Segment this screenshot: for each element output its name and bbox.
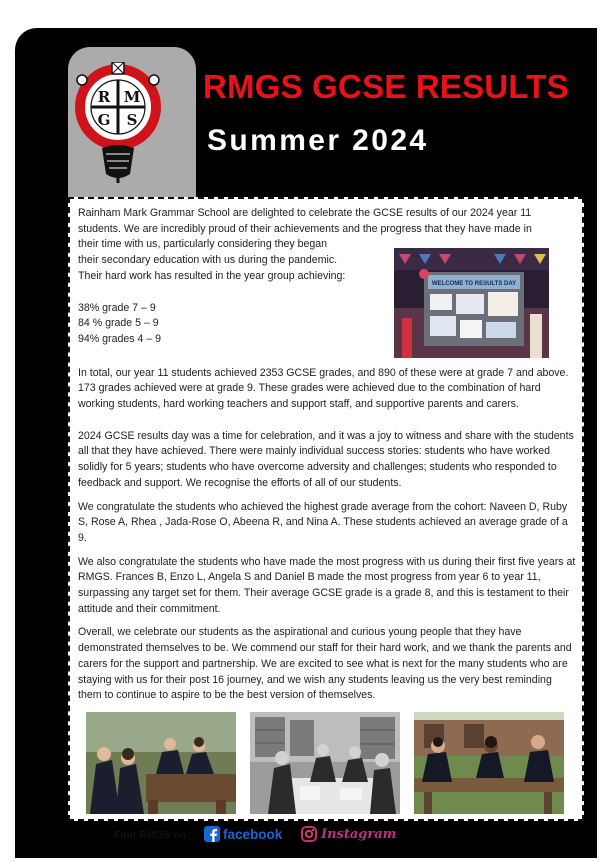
results-display-photo: [394, 248, 549, 358]
facebook-icon: [204, 826, 220, 842]
paragraph-progress: We also congratulate the students who have made the most progress with us during their first five years at RMGS. Frances B, Enzo L, Angela S and Daniel B made the most progress from year 6 to year 11, surpassing any target set for them. Their average GCSE grade is a grade 8, and this is testament to their attitude and their commitment.: [78, 555, 576, 615]
stat-line: 94% grades 4 – 9: [78, 332, 162, 345]
intro-line: Rainham Mark Grammar School are delighted to celebrate the GCSE results of our 2024 year 11: [78, 207, 532, 219]
paragraph-grades: In total, our year 11 students achieved 2353 GCSE grades, and 890 of these were at grade 7 and above. 173 grades achieved were at grade 9. These grades were achieved due to the combination of hard working students, hard working teachers and support staff, and supportive parents and carers.: [78, 366, 569, 411]
stat-line: 38% grade 7 – 9: [78, 301, 156, 314]
intro-line: Their hard work has resulted in the year group achieving:: [78, 269, 346, 282]
intro-line: students. We are incredibly proud of their achievements and the progress that they have made in: [78, 222, 532, 235]
spacer: [78, 413, 576, 429]
instagram-icon: [301, 826, 317, 842]
page-title: RMGS GCSE RESULTS: [203, 68, 569, 105]
banner-text: WELCOME TO RESULTS DAY: [431, 281, 517, 287]
intro-line: their time with us, particularly considering they began: [78, 238, 328, 251]
spacer: [78, 492, 576, 500]
intro-line: their secondary education with us during the pandemic.: [78, 254, 338, 267]
logo-letter-s: S: [126, 111, 138, 129]
school-logo: [72, 62, 170, 184]
facebook-label: facebook: [223, 826, 283, 842]
paragraph-overall: Overall, we celebrate our students as the aspirational and curious young people that they have demonstrated themselves to be. We commend our staff for their hard work, and we thank the parents and carers for the support and partnership. We are excited to see what is next for the many students who are staying with us for their post 16 journey, and we wish any students leaving us the very best reminding them to continue to aspire to be the best version of themselves.: [78, 626, 572, 702]
page-subtitle: Summer 2024: [207, 124, 429, 157]
spacer: [78, 617, 576, 625]
logo-letter-m: M: [123, 88, 141, 106]
instagram-label: Instagram: [321, 826, 397, 842]
paragraph-highest: We congratulate the students who achieved the highest grade average from the cohort: Naveen D, Ruby S, Rose A, Rhea , Jada-Rose O, Abeena R, and Nina A. These students achieved an average grade of a 9.: [78, 500, 568, 544]
instagram-link[interactable]: [301, 826, 396, 842]
footer-bar: [68, 821, 584, 849]
spacer: [78, 547, 576, 555]
find-label: Find RMGS on:: [114, 829, 190, 841]
facebook-link[interactable]: [204, 826, 282, 842]
students-bench-photo: [414, 712, 564, 814]
students-library-photo: [250, 712, 400, 814]
logo-letter-g: G: [97, 111, 111, 129]
students-photo-left: [86, 712, 236, 814]
stat-line: 84 % grade 5 – 9: [78, 317, 159, 330]
page-edge: [606, 0, 612, 863]
paragraph-celebration: 2024 GCSE results day was a time for celebration, and it was a joy to witness and share with the students all that they have achieved. There were mainly individual success stories: students who have worked solidly for 5 years; students who have overcome adversity and challenges; students who responded to feedback and support. We recognise the efforts of all of our students.: [78, 429, 574, 489]
logo-letter-r: R: [97, 88, 111, 106]
